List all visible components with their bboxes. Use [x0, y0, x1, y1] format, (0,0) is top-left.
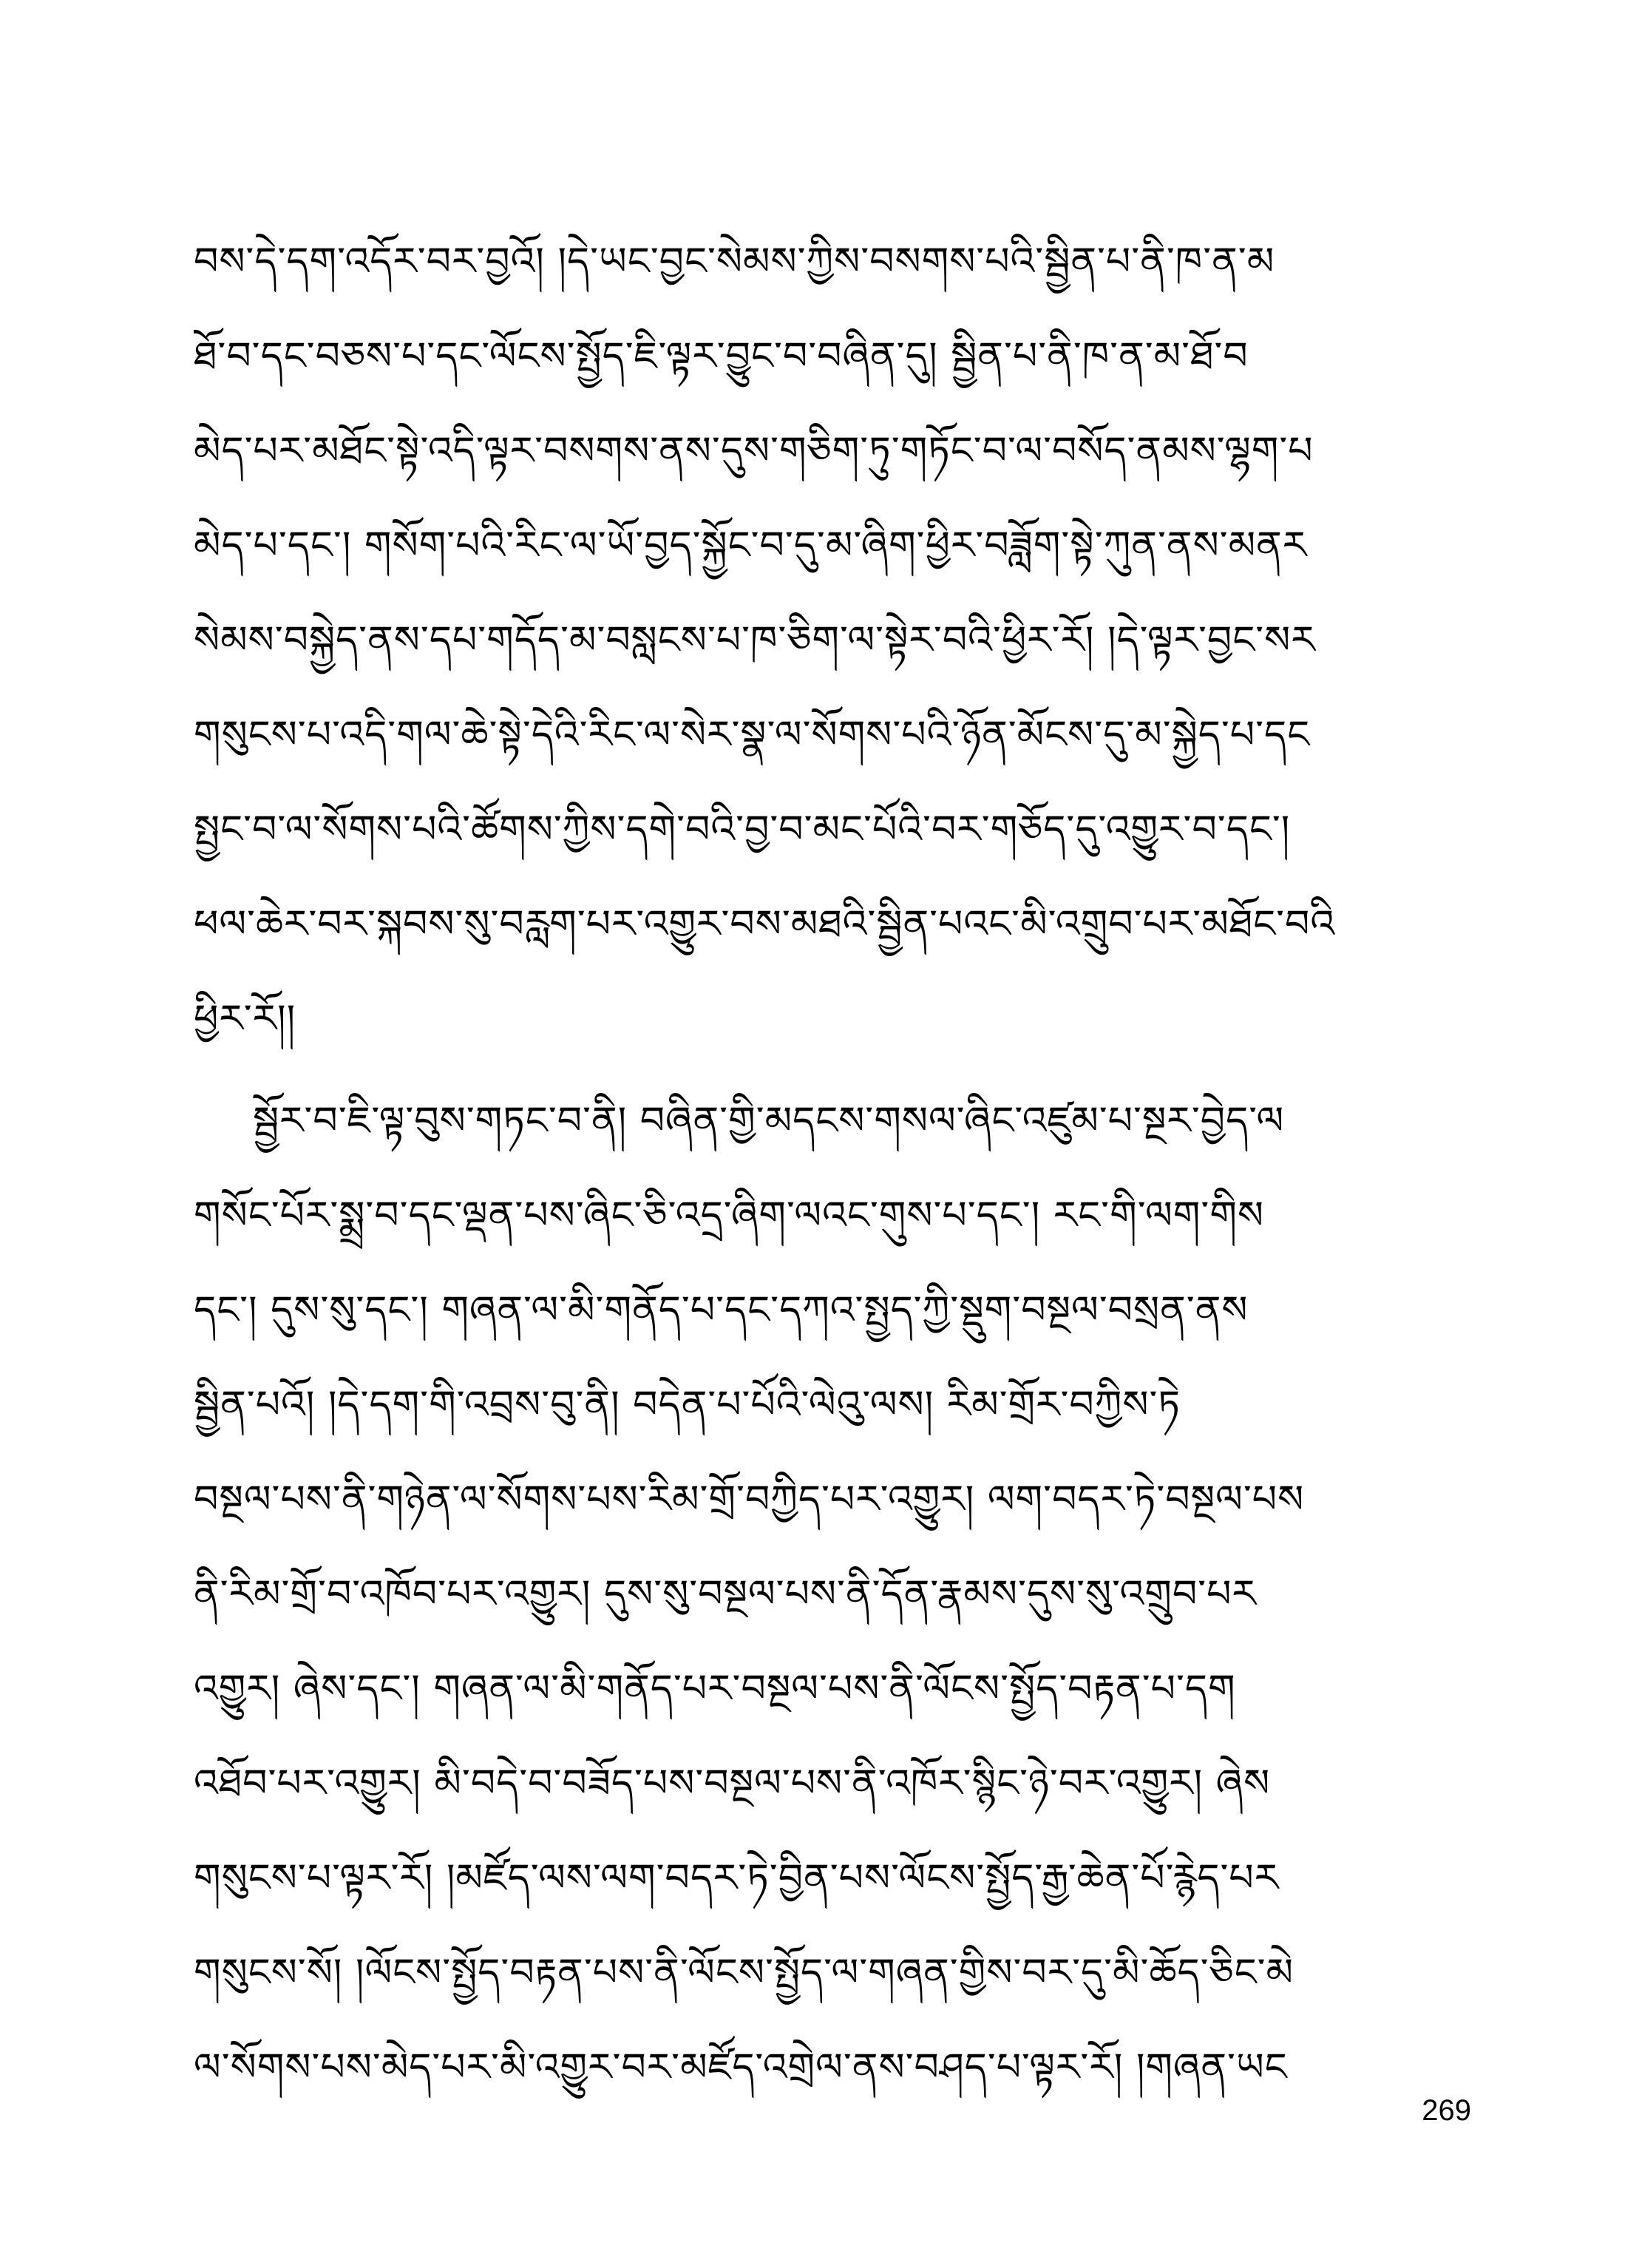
text-line: བསྔལ་པས་ནི་གཉེན་ལ་སོགས་པས་རིམ་གྲོ་བཀྱིད་པར་འགྱུར། ལག་བདར་ཏེ་བསྔལ་པས: [194, 1477, 1305, 1522]
text-line: སྤྱང་བ་ལ་སོགས་པའི་ཚོགས་ཀྱིས་དགེ་བའི་བྱ་བ་མང་པོའི་བར་གཅོད་དུ་འགྱུར་བ་དང་།: [194, 808, 1291, 852]
text-line: ཕལ་ཆེར་བར་སྐབས་སུ་བརླག་པར་འགྱུར་བས་མཐའི་སྦྱིན་པའང་མི་འགྲུབ་པར་མཐོང་བའི: [194, 902, 1336, 947]
text-line: གསུངས་པ་འདི་གལ་ཆེ་སྟེ་དེའི་རིང་ལ་སེར་སྣ་ལ་སོགས་པའི་ཉོན་མོངས་དུ་མ་སྐྱེད་པ་དང: [194, 713, 1311, 757]
text-line: སེམས་བསྐྱེད་ནས་དཔ་གདོད་མ་བསླངས་པ་ཁ་ཅིག་ལ་སྟེར་བའི་ཕྱིར་རོ། །དེ་ལྟར་བྱང་སར: [194, 618, 1316, 663]
text-line: གསུངས་སོ། །ལོངས་སྤྱོད་བརྟན་པས་ནི་ལོངས་སྤྱོད་ལ་གཞན་གྱིས་བར་དུ་མི་ཆོད་ཅིང་མེ: [194, 1951, 1294, 1995]
text-line: བས་དེ་དག་འདོར་བར་བྱའོ། །དེ་ཡང་བྱང་སེམས་ཀྱིས་བསགས་པའི་སྦྱིན་པ་ནི་ཁ་ན་མ: [194, 240, 1275, 284]
text-line: སྦྱིན་པའོ། །དེ་དག་གི་འབྲས་བུ་ནི། བདེན་པ་པོའི་ལེའུ་ལས། རིམ་གྲོར་བཀྱིས་ཏེ: [194, 1383, 1181, 1427]
text-line: ཐོ་བ་དང་བཅས་པ་དང་ལོངས་སྤྱོད་ཇི་ལྟར་བྱུང་བ་བཞིན་དུ། སྦྱིན་པ་ནི་ཁ་ན་མ་ཐོ་བ: [194, 334, 1249, 379]
text-line: མེད་པ་དང་། གསོག་པའི་རིང་ལ་ཡོ་བྱད་སྐྱོང་བ་དུ་མ་ཞིག་ཕྱིར་བཟློག་སྟེ་ཀུན་ནས་མནར: [194, 524, 1308, 568]
paragraph-gap: [194, 1066, 1465, 1074]
text-line: དང་། དུས་སུ་དང་། གཞན་ལ་མི་གནོད་པ་དང་དཀའ་སྤྱད་ཀྱི་སྡུག་བསྔལ་བསྲན་ནས: [194, 1288, 1249, 1333]
text-line: ནི་རིམ་གྲོ་བ་འཁོབ་པར་འགྱུར། དུས་སུ་བསྔལ་པས་ནི་དོན་རྣམས་དུས་སུ་འགྲུབ་པར: [194, 1572, 1257, 1617]
text-line: འཐོབ་པར་འགྱུར། མི་བདེ་བ་བཟོད་པས་བསྔལ་པས་ནི་འཁོར་སྙིང་ཉེ་བར་འགྱུར། ཞེས: [194, 1761, 1271, 1806]
text-line: ལ་སོགས་པས་མེད་པར་མི་འགྱུར་བར་མཛོད་འགྲེལ་ནས་བཤད་པ་ལྟར་རོ། །གཞན་ཡང: [194, 2045, 1288, 2090]
body-text: [194, 214, 1465, 2115]
page-number: 269: [1422, 2094, 1471, 2127]
text-line: གསོང་པོར་སྨྲ་བ་དང་ལྡན་པས་ཞིང་ཅི་འདྲ་ཞིག་ལའང་གུས་པ་དང་། རང་གི་ལག་གིས: [194, 1194, 1265, 1238]
text-line-indented: སྦྱོར་བ་ཇི་ལྟ་བུས་གཏང་བ་ནི། བཞིན་གྱི་མདངས་གསལ་ཞིང་འཛུམ་པ་སྔར་བྱེད་ལ: [253, 1099, 1285, 1143]
text-line: མེད་པར་མཐོང་སྟེ་འདི་ལྟར་བསགས་ནས་དུས་གཅིག་ཏུ་གཏོང་བ་ལ་བསོད་ནམས་ལྷག་པ: [194, 429, 1314, 473]
text-line: ཕྱིར་རོ།།: [194, 997, 296, 1041]
text-line: འགྱུར། ཞེས་དང་། གཞན་ལ་མི་གནོད་པར་བསྔལ་པས་ནི་ལོངས་སྤྱོད་བརྟན་པ་དག: [194, 1667, 1236, 1711]
text-line: གསུངས་པ་ལྟར་རོ། །མཛོད་ལས་ལག་བདར་ཏེ་བྱིན་པས་ལོངས་སྤྱོད་རྒྱ་ཆེན་པོ་རྙེད་པར: [194, 1856, 1280, 1900]
